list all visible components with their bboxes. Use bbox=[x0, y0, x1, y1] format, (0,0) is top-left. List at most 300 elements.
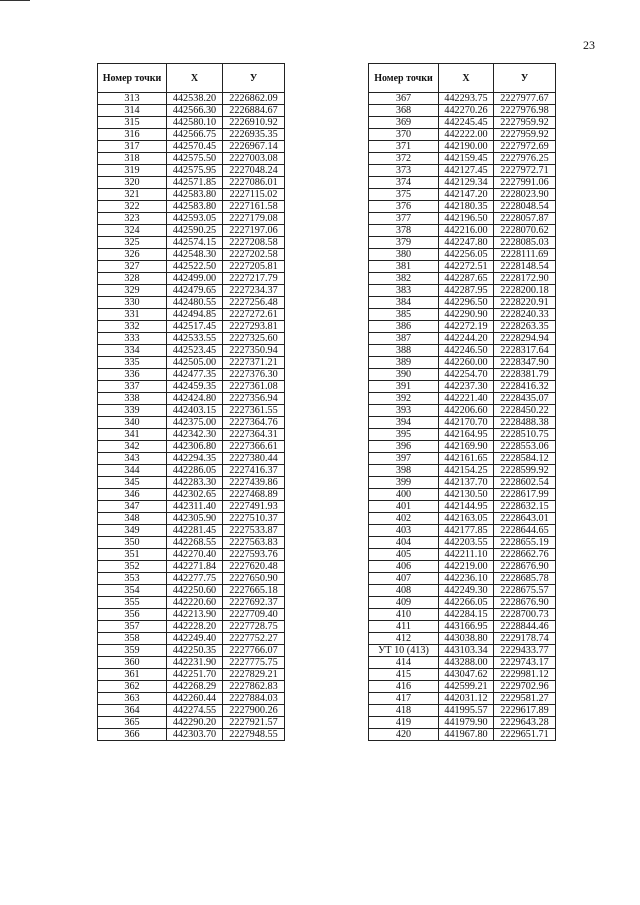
y-coordinate-cell: 2227205.81 bbox=[223, 261, 285, 273]
y-coordinate-cell: 2227161.58 bbox=[223, 201, 285, 213]
table-row bbox=[98, 129, 285, 141]
y-coordinate-cell: 2229702.96 bbox=[494, 681, 556, 693]
table-row bbox=[98, 285, 285, 297]
y-coordinate-cell: 2229581.27 bbox=[494, 693, 556, 705]
x-coordinate-cell: 442499.00 bbox=[167, 273, 223, 285]
x-coordinate-cell: 442270.26 bbox=[439, 105, 494, 117]
y-coordinate-cell: 2228317.64 bbox=[494, 345, 556, 357]
y-coordinate-cell: 2227234.37 bbox=[223, 285, 285, 297]
y-coordinate-cell: 2227371.21 bbox=[223, 357, 285, 369]
y-coordinate-cell: 2228148.54 bbox=[494, 261, 556, 273]
table-row bbox=[98, 381, 285, 393]
y-coordinate-cell: 2228617.99 bbox=[494, 489, 556, 501]
x-coordinate-cell: 442144.95 bbox=[439, 501, 494, 513]
point-number-cell: 414 bbox=[369, 657, 439, 669]
point-number-cell: 333 bbox=[98, 333, 167, 345]
table-row bbox=[369, 393, 556, 405]
table-row bbox=[98, 477, 285, 489]
y-coordinate-cell: 2227593.76 bbox=[223, 549, 285, 561]
table-row bbox=[98, 345, 285, 357]
table-row bbox=[369, 729, 556, 741]
point-number-cell: 411 bbox=[369, 621, 439, 633]
x-coordinate-cell: 442169.90 bbox=[439, 441, 494, 453]
point-number-cell: 321 bbox=[98, 189, 167, 201]
table-row bbox=[98, 321, 285, 333]
y-coordinate-cell: 2227959.92 bbox=[494, 117, 556, 129]
y-coordinate-cell: 2229433.77 bbox=[494, 645, 556, 657]
table-row bbox=[369, 405, 556, 417]
table-row bbox=[369, 153, 556, 165]
y-coordinate-cell: 2227217.79 bbox=[223, 273, 285, 285]
table-row bbox=[369, 441, 556, 453]
x-coordinate-cell: 442256.05 bbox=[439, 249, 494, 261]
x-coordinate-cell: 442477.35 bbox=[167, 369, 223, 381]
table-row bbox=[369, 645, 556, 657]
table-row bbox=[98, 273, 285, 285]
point-number-cell: 355 bbox=[98, 597, 167, 609]
table-row bbox=[98, 261, 285, 273]
point-number-cell: 419 bbox=[369, 717, 439, 729]
table-row bbox=[369, 213, 556, 225]
table-row bbox=[98, 165, 285, 177]
x-coordinate-cell: 442566.30 bbox=[167, 105, 223, 117]
table-row bbox=[369, 501, 556, 513]
point-number-cell: 338 bbox=[98, 393, 167, 405]
point-number-cell: 347 bbox=[98, 501, 167, 513]
point-number-cell: 385 bbox=[369, 309, 439, 321]
point-number-cell: 319 bbox=[98, 165, 167, 177]
point-number-cell: 380 bbox=[369, 249, 439, 261]
y-coordinate-cell: 2228023.90 bbox=[494, 189, 556, 201]
table-row bbox=[369, 249, 556, 261]
table-row bbox=[369, 357, 556, 369]
point-number-cell: 386 bbox=[369, 321, 439, 333]
point-number-cell: 339 bbox=[98, 405, 167, 417]
point-number-cell: 397 bbox=[369, 453, 439, 465]
point-number-cell: 328 bbox=[98, 273, 167, 285]
point-number-cell: 374 bbox=[369, 177, 439, 189]
x-coordinate-cell: 442284.15 bbox=[439, 609, 494, 621]
point-number-cell: 383 bbox=[369, 285, 439, 297]
point-number-cell: 365 bbox=[98, 717, 167, 729]
table-row bbox=[98, 525, 285, 537]
y-coordinate-cell: 2228685.78 bbox=[494, 573, 556, 585]
point-number-cell: 406 bbox=[369, 561, 439, 573]
x-coordinate-cell: 442590.25 bbox=[167, 225, 223, 237]
y-coordinate-cell: 2228057.87 bbox=[494, 213, 556, 225]
point-number-cell: 356 bbox=[98, 609, 167, 621]
y-coordinate-cell: 2227692.37 bbox=[223, 597, 285, 609]
y-coordinate-cell: 2228048.54 bbox=[494, 201, 556, 213]
point-number-cell: 345 bbox=[98, 477, 167, 489]
y-coordinate-cell: 2228844.46 bbox=[494, 621, 556, 633]
x-coordinate-cell: 442294.35 bbox=[167, 453, 223, 465]
y-coordinate-cell: 2228111.69 bbox=[494, 249, 556, 261]
point-number-cell: 395 bbox=[369, 429, 439, 441]
y-coordinate-cell: 2227959.92 bbox=[494, 129, 556, 141]
header-point-number: Номер точки bbox=[369, 64, 439, 93]
x-coordinate-cell: 442222.00 bbox=[439, 129, 494, 141]
x-coordinate-cell: 442147.20 bbox=[439, 189, 494, 201]
table-row bbox=[98, 657, 285, 669]
y-coordinate-cell: 2227376.30 bbox=[223, 369, 285, 381]
table-header-row bbox=[98, 64, 285, 93]
x-coordinate-cell: 442260.00 bbox=[439, 357, 494, 369]
y-coordinate-cell: 2227086.01 bbox=[223, 177, 285, 189]
point-number-cell: 314 bbox=[98, 105, 167, 117]
point-number-cell: 375 bbox=[369, 189, 439, 201]
table-row bbox=[98, 465, 285, 477]
x-coordinate-cell: 442213.90 bbox=[167, 609, 223, 621]
table-row bbox=[98, 513, 285, 525]
x-coordinate-cell: 442159.45 bbox=[439, 153, 494, 165]
point-number-cell: 323 bbox=[98, 213, 167, 225]
header-point-number: Номер точки bbox=[98, 64, 167, 93]
point-number-cell: 330 bbox=[98, 297, 167, 309]
y-coordinate-cell: 2228676.90 bbox=[494, 561, 556, 573]
x-coordinate-cell: 442283.30 bbox=[167, 477, 223, 489]
x-coordinate-cell: 442574.15 bbox=[167, 237, 223, 249]
table-row bbox=[98, 105, 285, 117]
table-row bbox=[369, 333, 556, 345]
table-row bbox=[98, 693, 285, 705]
x-coordinate-cell: 442250.60 bbox=[167, 585, 223, 597]
table-row bbox=[98, 405, 285, 417]
table-row bbox=[98, 681, 285, 693]
x-coordinate-cell: 442270.40 bbox=[167, 549, 223, 561]
x-coordinate-cell: 442480.55 bbox=[167, 297, 223, 309]
table-row bbox=[98, 393, 285, 405]
point-number-cell: 316 bbox=[98, 129, 167, 141]
table-row bbox=[98, 621, 285, 633]
coordinates-table-left bbox=[97, 63, 285, 741]
x-coordinate-cell: 442231.90 bbox=[167, 657, 223, 669]
table-row bbox=[98, 297, 285, 309]
y-coordinate-cell: 2229743.17 bbox=[494, 657, 556, 669]
x-coordinate-cell: 442494.85 bbox=[167, 309, 223, 321]
table-row bbox=[369, 417, 556, 429]
table-row bbox=[369, 549, 556, 561]
table-row bbox=[98, 309, 285, 321]
point-number-cell: 368 bbox=[369, 105, 439, 117]
table-row bbox=[369, 597, 556, 609]
y-coordinate-cell: 2228263.35 bbox=[494, 321, 556, 333]
x-coordinate-cell: 442154.25 bbox=[439, 465, 494, 477]
x-coordinate-cell: 442403.15 bbox=[167, 405, 223, 417]
point-number-cell: 389 bbox=[369, 357, 439, 369]
point-number-cell: 392 bbox=[369, 393, 439, 405]
table-row bbox=[369, 477, 556, 489]
y-coordinate-cell: 2227364.31 bbox=[223, 429, 285, 441]
x-coordinate-cell: 442129.34 bbox=[439, 177, 494, 189]
y-coordinate-cell: 2227620.48 bbox=[223, 561, 285, 573]
table-row bbox=[369, 669, 556, 681]
y-coordinate-cell: 2227972.69 bbox=[494, 141, 556, 153]
x-coordinate-cell: 442190.00 bbox=[439, 141, 494, 153]
y-coordinate-cell: 2228488.38 bbox=[494, 417, 556, 429]
point-number-cell: 336 bbox=[98, 369, 167, 381]
x-coordinate-cell: 442523.45 bbox=[167, 345, 223, 357]
x-coordinate-cell: 442277.75 bbox=[167, 573, 223, 585]
x-coordinate-cell: 442268.55 bbox=[167, 537, 223, 549]
x-coordinate-cell: 441967.80 bbox=[439, 729, 494, 741]
table-row bbox=[98, 249, 285, 261]
table-row bbox=[98, 669, 285, 681]
x-coordinate-cell: 442216.00 bbox=[439, 225, 494, 237]
point-number-cell: 318 bbox=[98, 153, 167, 165]
x-coordinate-cell: 442180.35 bbox=[439, 201, 494, 213]
x-coordinate-cell: 442221.40 bbox=[439, 393, 494, 405]
y-coordinate-cell: 2227380.44 bbox=[223, 453, 285, 465]
table-row bbox=[369, 273, 556, 285]
point-number-cell: 405 bbox=[369, 549, 439, 561]
y-coordinate-cell: 2228381.79 bbox=[494, 369, 556, 381]
x-coordinate-cell: 442170.70 bbox=[439, 417, 494, 429]
x-coordinate-cell: 443166.95 bbox=[439, 621, 494, 633]
y-coordinate-cell: 2227416.37 bbox=[223, 465, 285, 477]
point-number-cell: 320 bbox=[98, 177, 167, 189]
x-coordinate-cell: 442599.21 bbox=[439, 681, 494, 693]
point-number-cell: 360 bbox=[98, 657, 167, 669]
y-coordinate-cell: 2227921.57 bbox=[223, 717, 285, 729]
y-coordinate-cell: 2228655.19 bbox=[494, 537, 556, 549]
y-coordinate-cell: 2229981.12 bbox=[494, 669, 556, 681]
x-coordinate-cell: 443047.62 bbox=[439, 669, 494, 681]
point-number-cell: 324 bbox=[98, 225, 167, 237]
x-coordinate-cell: 442206.60 bbox=[439, 405, 494, 417]
point-number-cell: 317 bbox=[98, 141, 167, 153]
x-coordinate-cell: 442245.45 bbox=[439, 117, 494, 129]
table-row bbox=[369, 237, 556, 249]
point-number-cell: 417 bbox=[369, 693, 439, 705]
table-row bbox=[369, 513, 556, 525]
y-coordinate-cell: 2227510.37 bbox=[223, 513, 285, 525]
point-number-cell: 351 bbox=[98, 549, 167, 561]
y-coordinate-cell: 2228553.06 bbox=[494, 441, 556, 453]
table-row bbox=[98, 93, 285, 105]
table-row bbox=[369, 129, 556, 141]
point-number-cell: 362 bbox=[98, 681, 167, 693]
table-row bbox=[369, 681, 556, 693]
x-coordinate-cell: 442459.35 bbox=[167, 381, 223, 393]
point-number-cell: 350 bbox=[98, 537, 167, 549]
x-coordinate-cell: 442031.12 bbox=[439, 693, 494, 705]
point-number-cell: 403 bbox=[369, 525, 439, 537]
x-coordinate-cell: 442137.70 bbox=[439, 477, 494, 489]
x-coordinate-cell: 442517.45 bbox=[167, 321, 223, 333]
y-coordinate-cell: 2229643.28 bbox=[494, 717, 556, 729]
point-number-cell: 315 bbox=[98, 117, 167, 129]
x-coordinate-cell: 442583.80 bbox=[167, 189, 223, 201]
x-coordinate-cell: 442583.80 bbox=[167, 201, 223, 213]
point-number-cell: 327 bbox=[98, 261, 167, 273]
header-x: X bbox=[167, 64, 223, 93]
y-coordinate-cell: 2227115.02 bbox=[223, 189, 285, 201]
table-row bbox=[369, 573, 556, 585]
x-coordinate-cell: 443103.34 bbox=[439, 645, 494, 657]
x-coordinate-cell: 442177.85 bbox=[439, 525, 494, 537]
point-number-cell: 344 bbox=[98, 465, 167, 477]
x-coordinate-cell: 442342.30 bbox=[167, 429, 223, 441]
point-number-cell: 402 bbox=[369, 513, 439, 525]
y-coordinate-cell: 2227364.76 bbox=[223, 417, 285, 429]
point-number-cell: 378 bbox=[369, 225, 439, 237]
x-coordinate-cell: 442286.05 bbox=[167, 465, 223, 477]
table-row bbox=[98, 609, 285, 621]
y-coordinate-cell: 2227256.48 bbox=[223, 297, 285, 309]
point-number-cell: 357 bbox=[98, 621, 167, 633]
x-coordinate-cell: 442272.51 bbox=[439, 261, 494, 273]
point-number-cell: 335 bbox=[98, 357, 167, 369]
x-coordinate-cell: 442271.84 bbox=[167, 561, 223, 573]
y-coordinate-cell: 2228700.73 bbox=[494, 609, 556, 621]
corner-scan-mark bbox=[0, 0, 30, 1]
y-coordinate-cell: 2227272.61 bbox=[223, 309, 285, 321]
point-number-cell: 407 bbox=[369, 573, 439, 585]
x-coordinate-cell: 442566.75 bbox=[167, 129, 223, 141]
point-number-cell: 415 bbox=[369, 669, 439, 681]
y-coordinate-cell: 2227976.25 bbox=[494, 153, 556, 165]
header-x: X bbox=[439, 64, 494, 93]
point-number-cell: 388 bbox=[369, 345, 439, 357]
x-coordinate-cell: 442244.20 bbox=[439, 333, 494, 345]
x-coordinate-cell: 442164.95 bbox=[439, 429, 494, 441]
point-number-cell: 384 bbox=[369, 297, 439, 309]
y-coordinate-cell: 2228085.03 bbox=[494, 237, 556, 249]
y-coordinate-cell: 2227202.58 bbox=[223, 249, 285, 261]
point-number-cell: 418 bbox=[369, 705, 439, 717]
point-number-cell: 364 bbox=[98, 705, 167, 717]
table-row bbox=[369, 285, 556, 297]
y-coordinate-cell: 2228200.18 bbox=[494, 285, 556, 297]
table-row bbox=[369, 165, 556, 177]
x-coordinate-cell: 442249.30 bbox=[439, 585, 494, 597]
x-coordinate-cell: 442424.80 bbox=[167, 393, 223, 405]
table-row bbox=[98, 333, 285, 345]
y-coordinate-cell: 2226910.92 bbox=[223, 117, 285, 129]
table-row bbox=[98, 729, 285, 741]
table-row bbox=[369, 633, 556, 645]
x-coordinate-cell: 442375.00 bbox=[167, 417, 223, 429]
point-number-cell: 331 bbox=[98, 309, 167, 321]
table-row bbox=[369, 177, 556, 189]
table-row bbox=[98, 441, 285, 453]
x-coordinate-cell: 442290.90 bbox=[439, 309, 494, 321]
point-number-cell: 387 bbox=[369, 333, 439, 345]
table-row bbox=[98, 585, 285, 597]
table-row bbox=[369, 381, 556, 393]
point-number-cell: 329 bbox=[98, 285, 167, 297]
x-coordinate-cell: 442219.00 bbox=[439, 561, 494, 573]
x-coordinate-cell: 442274.55 bbox=[167, 705, 223, 717]
y-coordinate-cell: 2227361.55 bbox=[223, 405, 285, 417]
table-row bbox=[369, 141, 556, 153]
y-coordinate-cell: 2228416.32 bbox=[494, 381, 556, 393]
table-row bbox=[98, 369, 285, 381]
y-coordinate-cell: 2227709.40 bbox=[223, 609, 285, 621]
point-number-cell: 343 bbox=[98, 453, 167, 465]
x-coordinate-cell: 442575.95 bbox=[167, 165, 223, 177]
table-row bbox=[369, 465, 556, 477]
point-number-cell: 337 bbox=[98, 381, 167, 393]
y-coordinate-cell: 2227003.08 bbox=[223, 153, 285, 165]
y-coordinate-cell: 2227766.07 bbox=[223, 645, 285, 657]
table-row bbox=[369, 93, 556, 105]
table-row bbox=[98, 201, 285, 213]
x-coordinate-cell: 442272.19 bbox=[439, 321, 494, 333]
x-coordinate-cell: 442306.80 bbox=[167, 441, 223, 453]
x-coordinate-cell: 442250.35 bbox=[167, 645, 223, 657]
table-row bbox=[369, 705, 556, 717]
point-number-cell: 416 bbox=[369, 681, 439, 693]
table-row bbox=[98, 597, 285, 609]
point-number-cell: 341 bbox=[98, 429, 167, 441]
y-coordinate-cell: 2227468.89 bbox=[223, 489, 285, 501]
x-coordinate-cell: 443038.80 bbox=[439, 633, 494, 645]
table-row bbox=[98, 189, 285, 201]
y-coordinate-cell: 2227948.55 bbox=[223, 729, 285, 741]
table-row bbox=[98, 573, 285, 585]
x-coordinate-cell: 441979.90 bbox=[439, 717, 494, 729]
table-row bbox=[369, 297, 556, 309]
x-coordinate-cell: 442211.10 bbox=[439, 549, 494, 561]
x-coordinate-cell: 442266.05 bbox=[439, 597, 494, 609]
y-coordinate-cell: 2227048.24 bbox=[223, 165, 285, 177]
table-header-row bbox=[369, 64, 556, 93]
table-row bbox=[98, 357, 285, 369]
x-coordinate-cell: 442161.65 bbox=[439, 453, 494, 465]
table-row bbox=[98, 429, 285, 441]
y-coordinate-cell: 2226862.09 bbox=[223, 93, 285, 105]
coordinates-table-right bbox=[368, 63, 556, 741]
y-coordinate-cell: 2228294.94 bbox=[494, 333, 556, 345]
table-row bbox=[369, 657, 556, 669]
y-coordinate-cell: 2228644.65 bbox=[494, 525, 556, 537]
x-coordinate-cell: 442163.05 bbox=[439, 513, 494, 525]
point-number-cell: 369 bbox=[369, 117, 439, 129]
point-number-cell: 396 bbox=[369, 441, 439, 453]
x-coordinate-cell: 442251.70 bbox=[167, 669, 223, 681]
x-coordinate-cell: 442311.40 bbox=[167, 501, 223, 513]
y-coordinate-cell: 2227884.03 bbox=[223, 693, 285, 705]
table-row bbox=[369, 429, 556, 441]
x-coordinate-cell: 442254.70 bbox=[439, 369, 494, 381]
point-number-cell: 349 bbox=[98, 525, 167, 537]
table-row bbox=[369, 585, 556, 597]
y-coordinate-cell: 2228172.90 bbox=[494, 273, 556, 285]
table-row bbox=[369, 609, 556, 621]
x-coordinate-cell: 441995.57 bbox=[439, 705, 494, 717]
table-row bbox=[98, 213, 285, 225]
table-row bbox=[98, 717, 285, 729]
y-coordinate-cell: 2227361.08 bbox=[223, 381, 285, 393]
x-coordinate-cell: 442305.90 bbox=[167, 513, 223, 525]
y-coordinate-cell: 2229178.74 bbox=[494, 633, 556, 645]
y-coordinate-cell: 2227197.06 bbox=[223, 225, 285, 237]
table-row bbox=[369, 693, 556, 705]
table-row bbox=[98, 153, 285, 165]
y-coordinate-cell: 2227862.83 bbox=[223, 681, 285, 693]
y-coordinate-cell: 2228240.33 bbox=[494, 309, 556, 321]
table-row bbox=[98, 561, 285, 573]
table-row bbox=[98, 501, 285, 513]
table-row bbox=[369, 561, 556, 573]
y-coordinate-cell: 2229651.71 bbox=[494, 729, 556, 741]
point-number-cell: 346 bbox=[98, 489, 167, 501]
y-coordinate-cell: 2228450.22 bbox=[494, 405, 556, 417]
point-number-cell: 394 bbox=[369, 417, 439, 429]
y-coordinate-cell: 2227991.06 bbox=[494, 177, 556, 189]
